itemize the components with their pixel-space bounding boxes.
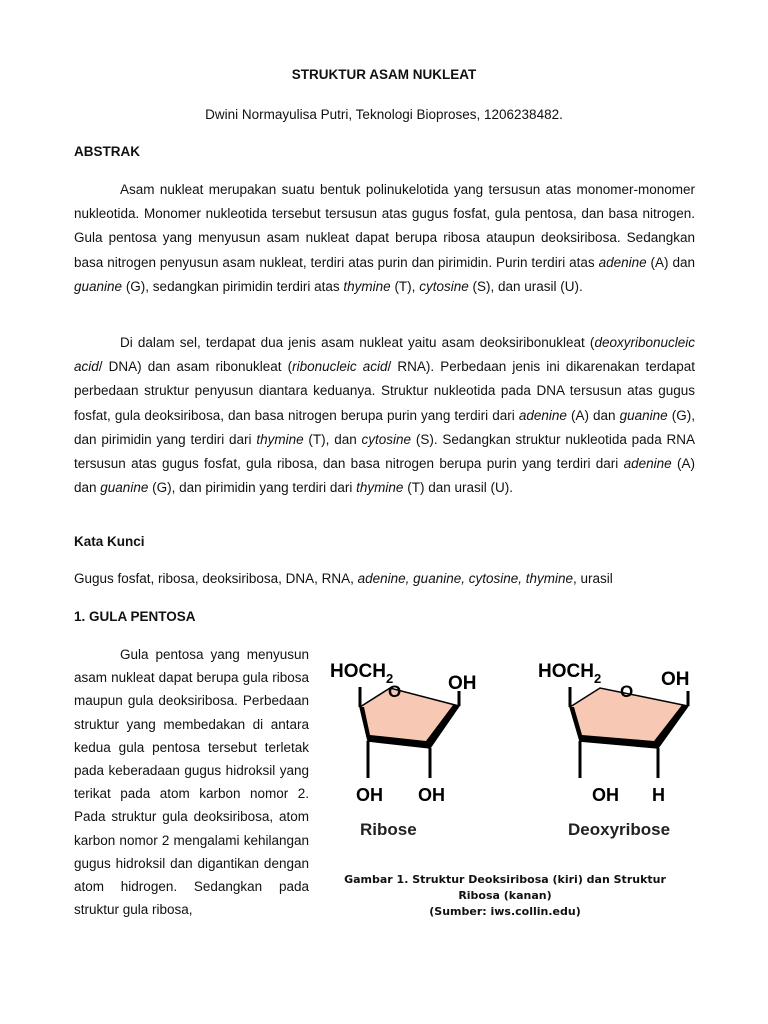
ribose-right-oh: OH <box>448 673 477 694</box>
abstract-heading: ABSTRAK <box>74 144 140 159</box>
ribose-bottom-right-oh: OH <box>418 785 445 805</box>
deoxyribose-name-label: Deoxyribose <box>568 820 671 839</box>
abstract-paragraph-2: Di dalam sel, terdapat dua jenis asam nukleat yaitu asam deoksiribonukleat (deoxyribonucleic acid/ DNA) dan asam ribonukleat (ribonucleic acid/ RNA). Perbedaan jenis ini dikarenakan terdapat perbedaan struktur penyusun diantara keduanya. Struktur nukleotida pada DNA tersusun atas gugus fosfat, gula deoksiribosa, dan basa nitrogen berupa purin yang terdiri dari adenine (A) dan guanine (G), dan pirimidin yang terdiri dari thymine (T), dan cytosine (S). Sedangkan struktur nukleotida pada RNA tersusun atas gugus fosfat, gula ribosa, dan basa nitrogen berupa purin yang terdiri dari adenine (A) dan guanine (G), dan pirimidin yang terdiri dari thymine (T) dan urasil (U). <box>74 335 696 496</box>
document-title: STRUKTUR ASAM NUKLEAT <box>291 67 477 82</box>
ribose-hoch2-label: $HOCH_2$ <box>330 661 394 686</box>
keywords-line: Gugus fosfat, ribosa, deoksiribosa, DNA, RNA, adenine, guanine, cytosine, thymine, urasil <box>74 571 613 586</box>
ribose-bottom-left-oh: OH <box>356 785 383 805</box>
section-1-heading: 1. GULA PENTOSA <box>74 609 196 624</box>
deoxyribose-structure <box>538 661 690 839</box>
ribose-structure <box>330 661 477 839</box>
keywords-heading: Kata Kunci <box>74 534 145 549</box>
deoxyribose-right-oh: OH <box>661 669 690 690</box>
figure-caption <box>330 872 680 920</box>
deoxyribose-bottom-left-oh: OH <box>592 785 619 805</box>
author-line: Dwini Normayulisa Putri, Teknologi Bioproses, 1206238482. <box>205 107 563 122</box>
caption-source: (Sumber: iws.collin.edu) <box>429 905 581 918</box>
section-1-text: Gula pentosa yang menyusun asam nukleat dapat berupa gula ribosa maupun gula deoksiribosa. Perbedaan struktur yang membedakan di antara kedua gula pentosa tersebut terletak pada keberadaan gugus hidroksil yang terikat pada atom karbon nomor 2. Pada struktur gula deoksiribosa, atom karbon nomor 2 mengalami kehilangan gugus hidroksil dan digantikan dengan atom hidrogen. Sedangkan pada struktur gula ribosa, <box>74 647 309 918</box>
deoxyribose-bottom-right-h: H <box>652 785 665 805</box>
caption-line-2: Ribosa (kanan) <box>458 889 552 902</box>
ribose-ring-oxygen: O <box>388 682 402 701</box>
deoxyribose-hoch2-label: $HOCH_2$ <box>538 661 602 686</box>
deoxyribose-ring-oxygen: O <box>620 682 634 701</box>
pentose-structures-figure <box>318 645 708 845</box>
abstract-paragraph-1: Asam nukleat merupakan suatu bentuk polinukelotida yang tersusun atas monomer-monomer nukleotida. Monomer nukleotida tersebut tersusun atas gugus fosfat, gula pentosa, dan basa nitrogen. Gula pentosa yang menyusun asam nukleat dapat berupa ribosa ataupun deoksiribosa. Sedangkan basa nitrogen penyusun asam nukleat, terdiri atas purin dan pirimidin. Purin terdiri atas adenine (A) dan guanine (G), sedangkan pirimidin terdiri atas thymine (T), cytosine (S), dan urasil (U). <box>74 182 695 294</box>
ribose-name-label: Ribose <box>360 820 417 839</box>
caption-line-1: Gambar 1. Struktur Deoksiribosa (kiri) dan Struktur <box>344 873 666 886</box>
